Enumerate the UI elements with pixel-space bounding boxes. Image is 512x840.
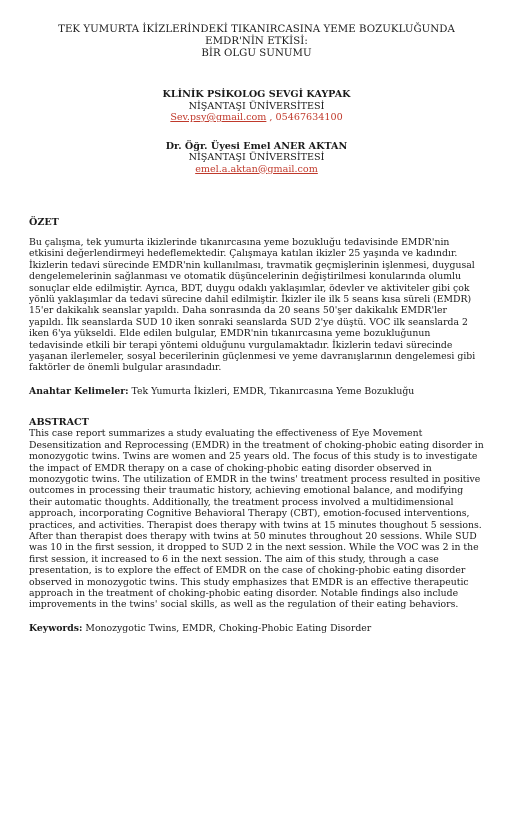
ozet-keywords-text: Tek Yumurta İkizleri, EMDR, Tıkanırcasına Yeme Bozukluğu bbox=[128, 385, 415, 397]
author-email-link[interactable]: emel.a.aktan@gmail.com bbox=[195, 163, 318, 175]
abstract-keywords-text: Monozygotic Twins, EMDR, Choking-Phobic Eating Disorder bbox=[82, 622, 372, 634]
author-block-1 bbox=[29, 89, 484, 124]
author-name: Dr. Öğr. Üyesi Emel ANER AKTAN bbox=[165, 140, 348, 152]
author-affiliation: NİŞANTAŞI ÜNİVERSİTESİ bbox=[188, 152, 325, 163]
author-contact bbox=[29, 164, 484, 176]
ozet-body: Bu çalışma, tek yumurta ikizlerinde tıkanırcasına yeme bozukluğu tedavisinde EMDR'nin etkisini değerlendirmeyi hedeflemektedir. Çalışmaya katılan ikizler 25 yaşında ve kadındır. İkizlerin tedavi sürecinde EMDR'nin kullanılması, travmatik geçmişlerinin işlenmesi, duygusal dengelemelerinin sağlanması ve otomatik düşüncelerinin değiştirilmesi konularında olumlu sonuçlar elde edilmiştir. Ayrıca, BDT, duygu odaklı yaklaşımlar, ödevler ve aktiviteler gibi çok yönlü yaklaşımlar da tedavi sürecine dahil edilmiştir. İkizler ile ilk 5 seans kısa süreli (EMDR) 15'er dakikalık seanslar yapıldı. Daha sonrasında da 20 seans 50'şer dakikalık EMDR'ler yapıldı. İlk seanslarda SUD 10 iken sonraki seanslarda SUD 2'ye düştü. VOC ilk seanslarda 2 iken 6'ya yükseldi. Elde edilen bulgular, EMDR'nin tıkanırcasına yeme bozukluğunun tedavisinde etkili bir terapi yöntemi olduğunu vurgulamaktadır. İkizlerin tedavi sürecinde yaşanan ilerlemeler, sosyal becerilerinin güçlenmesi ve yeme davranışlarının dengelemesi gibi faktörler de önemli bulgular arasındadır. bbox=[29, 237, 476, 374]
ozet-keywords bbox=[29, 386, 484, 397]
author-affiliation: NİŞANTAŞI ÜNİVERSİTESİ bbox=[188, 100, 325, 112]
author-name: KLİNİK PSİKOLOG SEVGİ KAYPAK bbox=[162, 89, 351, 100]
abstract-body: This case report summarizes a study evaluating the effectiveness of Eye Movement Desensitization and Reprocessing (EMDR) in the treatment of choking-phobic eating disorder in monozygotic twins. Twins are women and 25 years old. The focus of this study is to investigate the impact of EMDR therapy on a case of choking-phobic eating disorder observed in monozygotic twins. The utilization of EMDR in the twins' treatment process resulted in positive outcomes in processing their traumatic history, achieving emotional balance, and modifying their automatic thoughts. Additionally, the treatment process involved a multidimensional approach, incorporating Cognitive Behavioral Therapy (CBT), emotion-focused interventions, practices, and activities. Therapist does therapy with twins at 15 minutes thoughout 5 sessions. After than therapist does therapy with twins at 50 minutes throughout 20 sessions. While SUD was 10 in the first session, it dropped to SUD 2 in the next session. While the VOC was 2 in the first session, it increased to 6 in the next session. The aim of this study, through a case presentation, is to explore the effect of EMDR on the case of choking-phobic eating disorder observed in monozygotic twins. This study emphasizes that EMDR is an effective therapeutic approach in the treatment of choking-phobic eating disorder. Notable findings also include improvements in the twins' social skills, as well as the regulation of their eating behaviors. bbox=[29, 428, 484, 611]
ozet-keywords-label: Anahtar Kelimeler: bbox=[29, 385, 129, 397]
abstract-keywords bbox=[29, 623, 484, 634]
abstract-heading: ABSTRACT bbox=[29, 417, 89, 429]
author-block-2 bbox=[29, 141, 484, 176]
paper-title bbox=[29, 24, 484, 60]
abstract-keywords-label: Keywords: bbox=[29, 622, 83, 634]
paper-title-line2: BİR OLGU SUNUMU bbox=[201, 48, 312, 59]
author-contact-sep: , bbox=[266, 112, 276, 123]
author-phone: 05467634100 bbox=[275, 112, 343, 123]
author-contact bbox=[29, 112, 484, 124]
ozet-heading: ÖZET bbox=[29, 217, 59, 228]
author-email-link[interactable]: Sev.psy@gmail.com bbox=[170, 112, 267, 123]
paper-title-line1: TEK YUMURTA İKİZLERİNDEKİ TIKANIRCASINA YEME BOZUKLUĞUNDA EMDR'NİN ETKİSİ: bbox=[58, 24, 455, 47]
